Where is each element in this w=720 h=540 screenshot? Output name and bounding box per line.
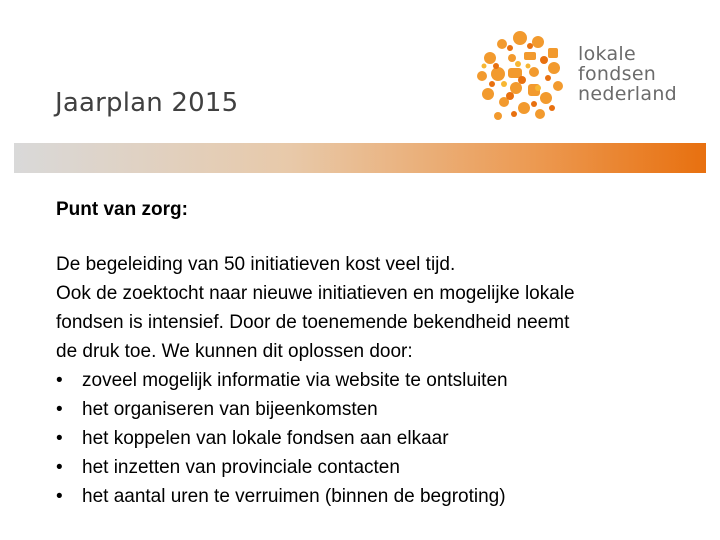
bullet-item [56, 366, 696, 395]
bullet-item [56, 453, 696, 482]
bullet-text: zoveel mogelijk informatie via website te ontsluiten [82, 370, 508, 391]
header-gradient-band [14, 143, 706, 173]
paragraph-line: fondsen is intensief. Door de toenemende bekendheid neemt [56, 312, 570, 333]
logo-text-line1: lokale [578, 43, 636, 65]
content-heading: Punt van zorg: [56, 199, 188, 220]
bullet-icon: • [56, 486, 63, 507]
content-paragraph [56, 250, 696, 366]
paragraph-line: De begeleiding van 50 initiatieven kost veel tijd. [56, 254, 456, 275]
logo-text [578, 44, 677, 104]
bullet-list [56, 366, 696, 511]
bullet-item [56, 395, 696, 424]
bullet-icon: • [56, 428, 63, 449]
bullet-text: het aantal uren te verruimen (binnen de begroting) [82, 486, 506, 507]
bullet-item [56, 424, 696, 453]
paragraph-line: Ook de zoektocht naar nieuwe initiatieven en mogelijke lokale [56, 283, 575, 304]
logo-icon [468, 22, 572, 126]
bullet-text: het organiseren van bijeenkomsten [82, 399, 378, 420]
bullet-text: het koppelen van lokale fondsen aan elkaar [82, 428, 449, 449]
slide-content [56, 198, 696, 511]
logo-text-line2: fondsen [578, 63, 657, 85]
slide-title: Jaarplan 2015 [55, 88, 239, 118]
bullet-icon: • [56, 399, 63, 420]
bullet-item [56, 482, 696, 511]
logo-text-line3: nederland [578, 83, 678, 105]
logo [468, 22, 678, 130]
bullet-icon: • [56, 370, 63, 391]
bullet-icon: • [56, 457, 63, 478]
bullet-text: het inzetten van provinciale contacten [82, 457, 400, 478]
paragraph-line: de druk toe. We kunnen dit oplossen door: [56, 341, 413, 362]
